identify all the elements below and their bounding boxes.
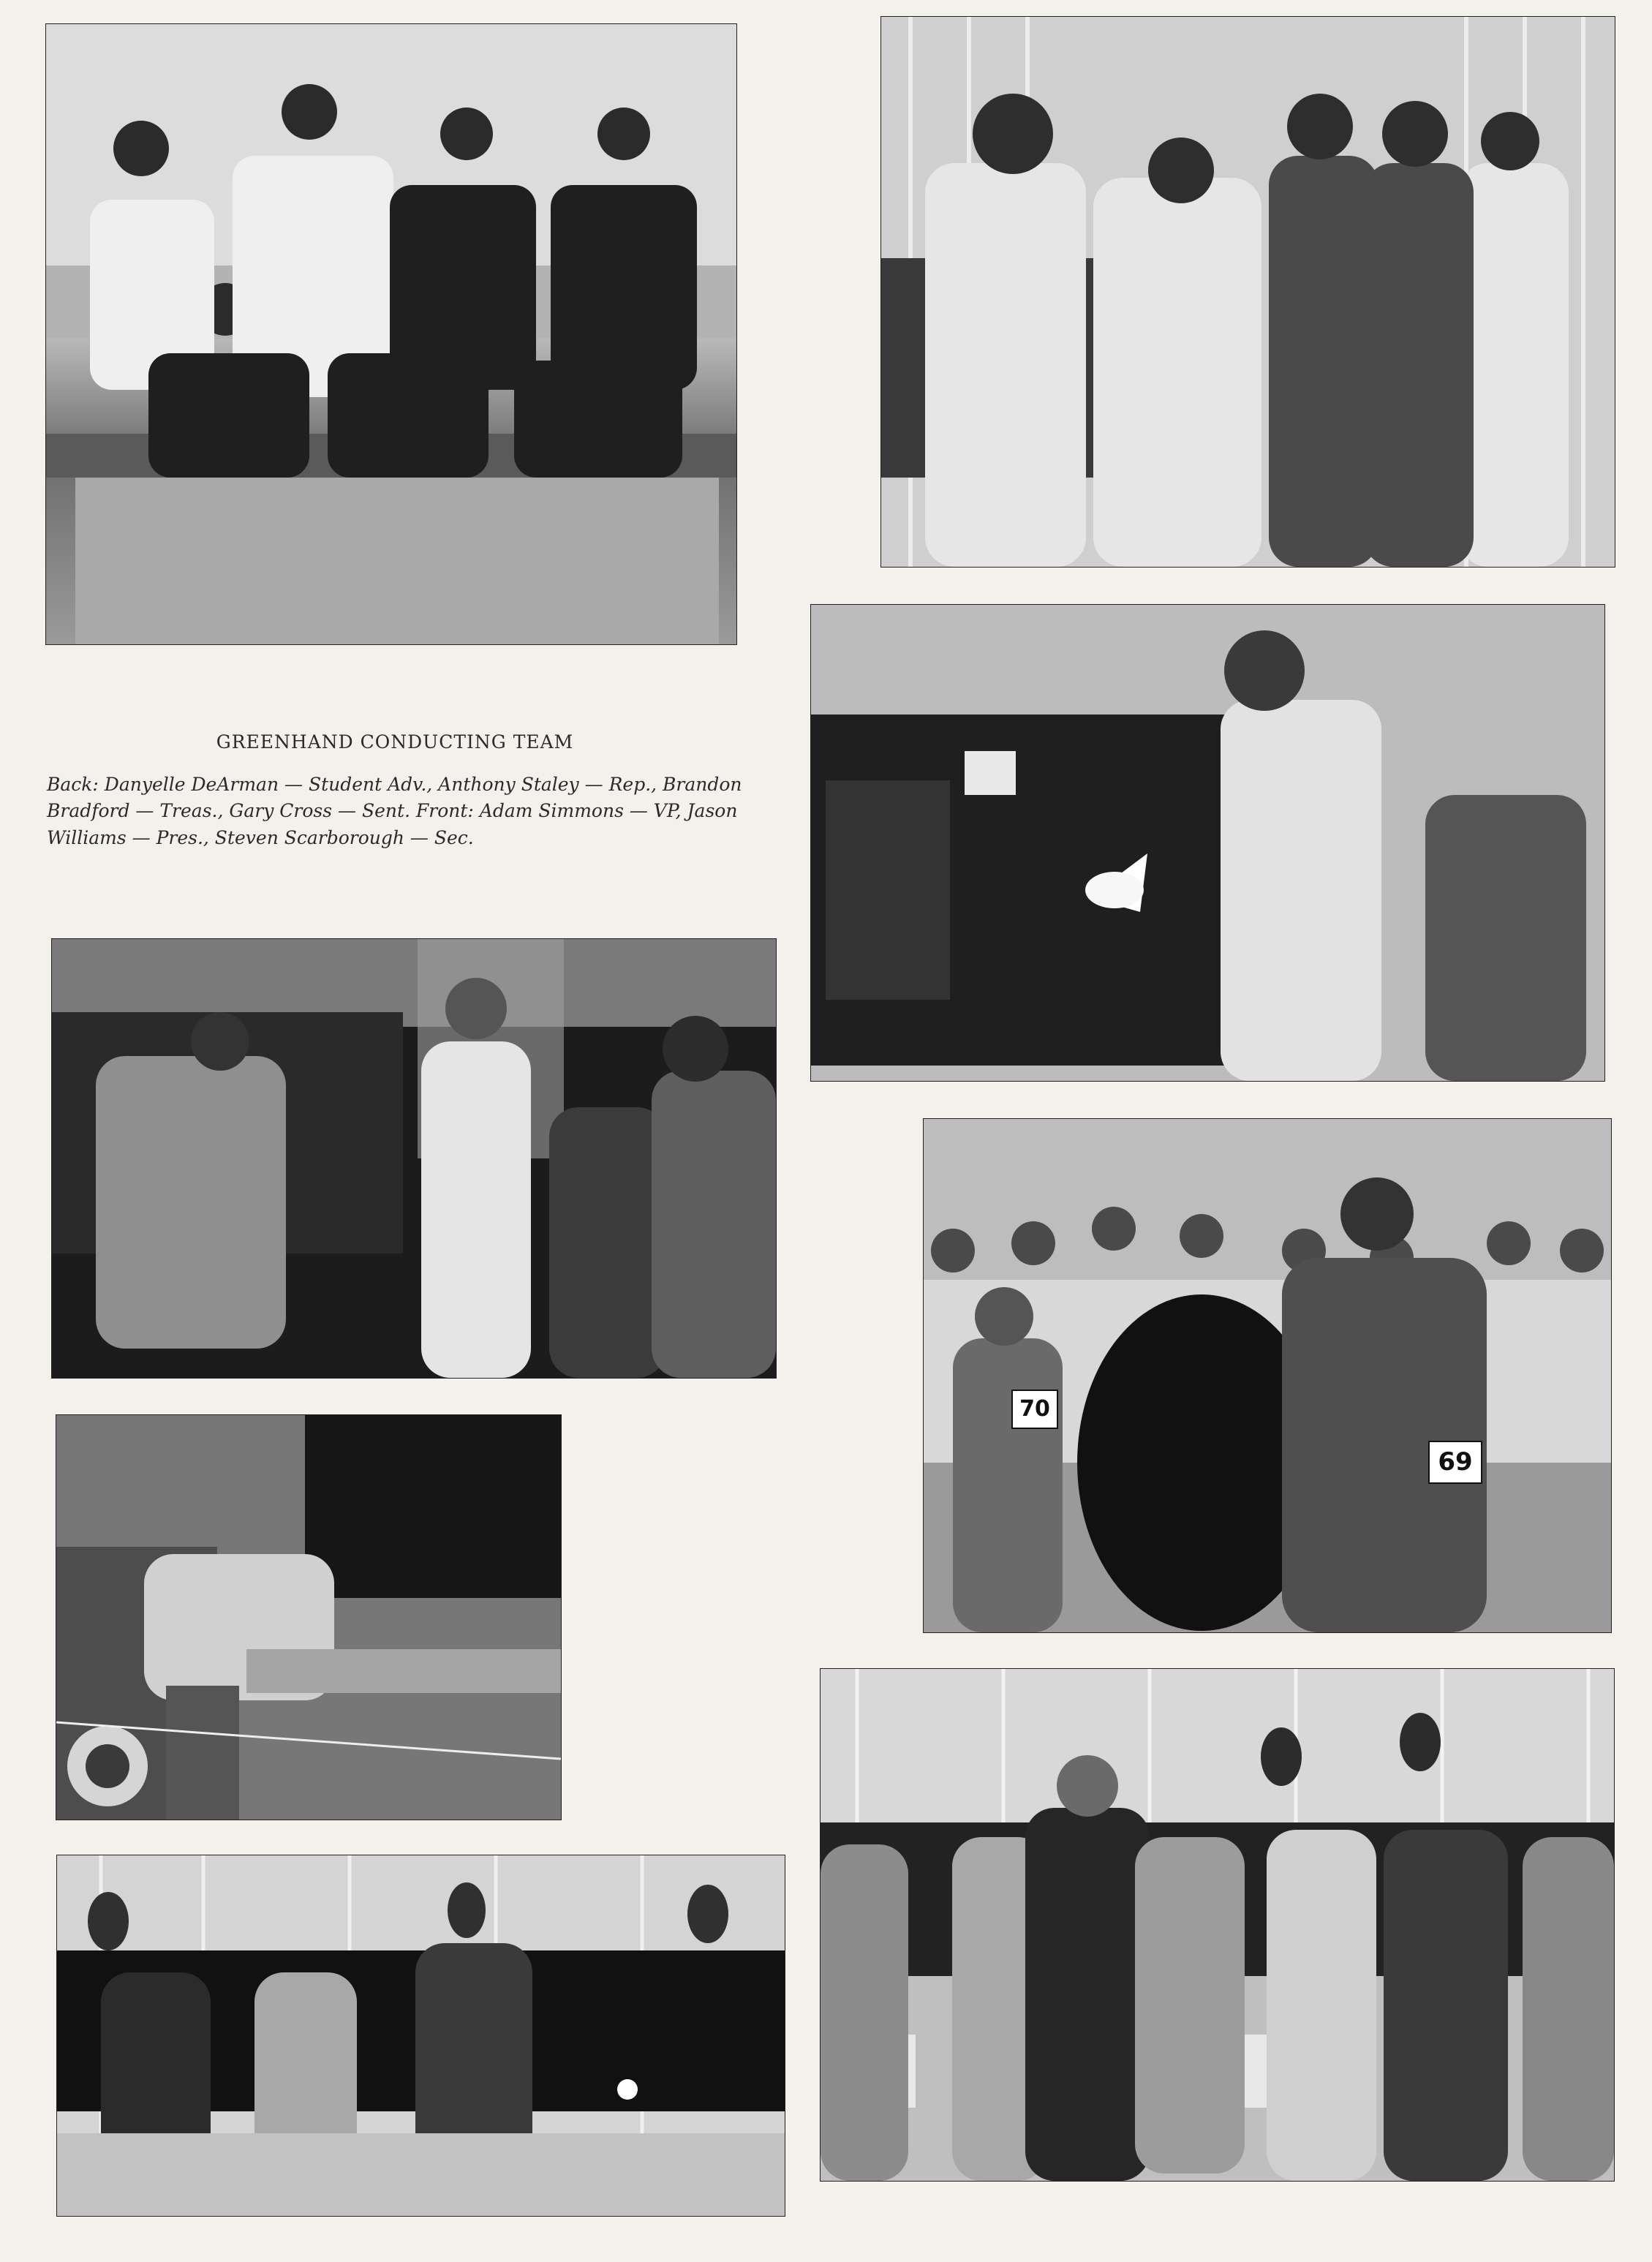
- number-card-70: 70: [1011, 1390, 1058, 1429]
- tractor-loader-photo: [56, 1414, 562, 1820]
- welding-bench-scene: [57, 1855, 785, 2216]
- number-card-69: 69: [1428, 1441, 1482, 1484]
- tractor-loader-scene: [56, 1415, 561, 1820]
- livestock-show-scene: [924, 1119, 1611, 1632]
- caption-body: Back: Danyelle DeArman — Student Adv., Anthony Staley — Rep., Brandon Bradford — Treas., Gary Cross — Sent. Front: Adam Simmons — VP, Jason Williams — Pres., Steven Scarborough — Sec.: [47, 774, 742, 848]
- caption-title: GREENHAND CONDUCTING TEAM: [216, 731, 574, 753]
- cutting-torch-scene: [811, 605, 1604, 1081]
- welding-booth-scene: [52, 939, 776, 1378]
- welding-bench-photo: [56, 1855, 785, 2217]
- livestock-show-photo: [923, 1118, 1612, 1633]
- cutting-torch-photo: [810, 604, 1605, 1082]
- welding-shop-scene: [821, 1669, 1614, 2181]
- welding-shop-photo: [820, 1668, 1615, 2182]
- welding-students-scene: [881, 17, 1615, 567]
- welding-students-photo: [880, 16, 1615, 568]
- team-photo-scene: [46, 24, 736, 644]
- welding-booth-photo: [51, 938, 777, 1379]
- team-photo: [45, 23, 737, 645]
